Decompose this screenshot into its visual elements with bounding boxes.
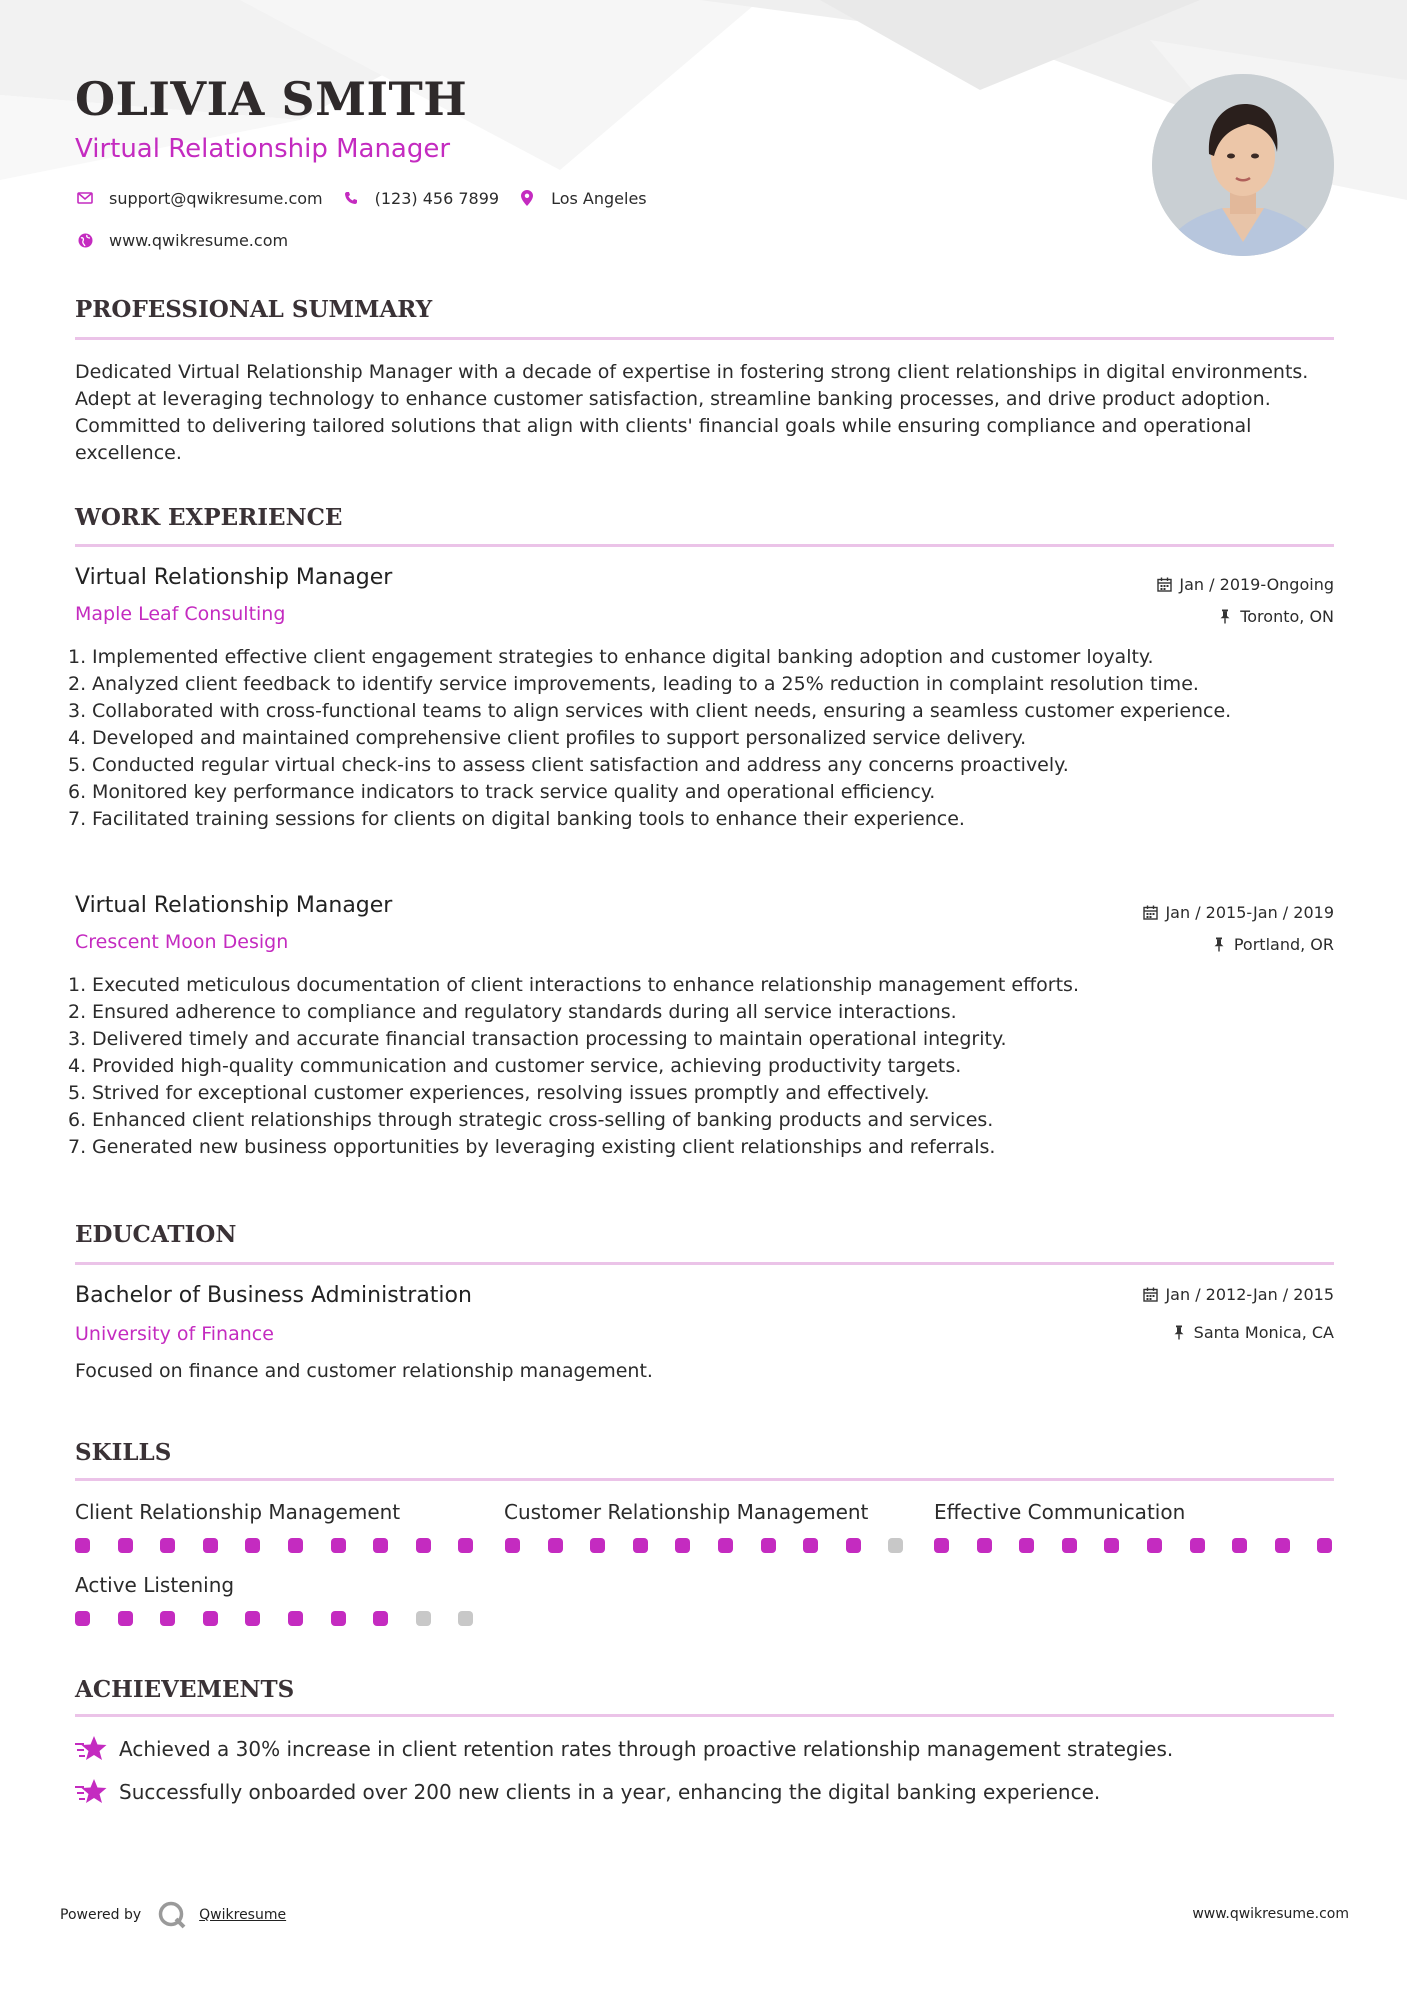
skill-2-rating bbox=[505, 1538, 931, 1553]
website-text[interactable]: www.qwikresume.com bbox=[109, 230, 289, 250]
list-item: 5. Strived for exceptional customer experiences, resolving issues promptly and effectively. bbox=[68, 1082, 930, 1104]
summary-heading: PROFESSIONAL SUMMARY bbox=[75, 296, 433, 323]
skill-dot bbox=[888, 1538, 903, 1553]
skill-dot bbox=[458, 1538, 473, 1553]
pushpin-icon bbox=[1210, 936, 1228, 954]
star-icon bbox=[75, 1734, 107, 1764]
list-item: 7. Generated new business opportunities by leveraging existing client relationships and referrals. bbox=[68, 1136, 996, 1158]
skill-dot bbox=[590, 1538, 605, 1553]
calendar-icon bbox=[1155, 576, 1173, 594]
achievement-2-text: Successfully onboarded over 200 new clients in a year, enhancing the digital banking experience. bbox=[119, 1780, 1101, 1804]
skill-dot bbox=[331, 1538, 346, 1553]
education-divider bbox=[75, 1262, 1334, 1265]
skill-dot bbox=[1232, 1538, 1247, 1553]
skill-dot bbox=[1190, 1538, 1205, 1553]
skill-dot bbox=[505, 1538, 520, 1553]
list-item: 2. Ensured adherence to compliance and regulatory standards during all service interactions. bbox=[68, 1001, 957, 1023]
list-item: 6. Enhanced client relationships through strategic cross-selling of banking products and services. bbox=[68, 1109, 994, 1131]
skill-dot bbox=[633, 1538, 648, 1553]
list-item: 1. Executed meticulous documentation of client interactions to enhance relationship management efforts. bbox=[68, 974, 1079, 996]
job-2-bullets bbox=[68, 972, 1338, 1161]
job-1-location-text: Toronto, ON bbox=[1240, 607, 1334, 626]
education-description: Focused on finance and customer relationship management. bbox=[75, 1360, 653, 1382]
list-item: 4. Developed and maintained comprehensive client profiles to support personalized service delivery. bbox=[68, 727, 1027, 749]
achievements-heading: ACHIEVEMENTS bbox=[75, 1676, 295, 1703]
list-item: 6. Monitored key performance indicators to track service quality and operational efficiency. bbox=[68, 781, 936, 803]
contact-website bbox=[75, 230, 288, 250]
skill-dot bbox=[373, 1611, 388, 1626]
skill-dot bbox=[416, 1538, 431, 1553]
list-item: 3. Collaborated with cross-functional teams to align services with client needs, ensuring a seamless customer experience. bbox=[68, 700, 1232, 722]
skill-dot bbox=[245, 1611, 260, 1626]
list-item: 1. Implemented effective client engagement strategies to enhance digital banking adoption and customer loyalty. bbox=[68, 646, 1154, 668]
skills-heading: SKILLS bbox=[75, 1439, 172, 1466]
skill-dot bbox=[203, 1611, 218, 1626]
candidate-title: Virtual Relationship Manager bbox=[75, 134, 451, 164]
skill-dot bbox=[761, 1538, 776, 1553]
skill-4-rating bbox=[75, 1611, 501, 1626]
phone-icon bbox=[341, 188, 361, 208]
pushpin-icon bbox=[1216, 608, 1234, 626]
globe-icon bbox=[75, 230, 95, 250]
skill-3-label: Effective Communication bbox=[934, 1500, 1186, 1524]
mail-icon bbox=[75, 188, 95, 208]
skill-dot bbox=[203, 1538, 218, 1553]
skill-dot bbox=[118, 1538, 133, 1553]
job-2-title: Virtual Relationship Manager bbox=[75, 893, 393, 918]
skill-dot bbox=[331, 1611, 346, 1626]
job-2-location-text: Portland, OR bbox=[1233, 935, 1334, 954]
experience-heading: WORK EXPERIENCE bbox=[75, 504, 343, 531]
skill-dot bbox=[75, 1611, 90, 1626]
skill-2-label: Customer Relationship Management bbox=[504, 1500, 869, 1524]
list-item: 4. Provided high-quality communication and customer service, achieving productivity targets. bbox=[68, 1055, 962, 1077]
education-degree: Bachelor of Business Administration bbox=[75, 1283, 472, 1308]
job-2-company: Crescent Moon Design bbox=[75, 931, 289, 953]
education-heading: EDUCATION bbox=[75, 1221, 237, 1248]
qwikresume-logo-icon bbox=[157, 1900, 187, 1930]
job-2-location bbox=[1210, 935, 1334, 954]
skill-dot bbox=[1147, 1538, 1162, 1553]
education-school: University of Finance bbox=[75, 1323, 274, 1345]
skill-dot bbox=[458, 1611, 473, 1626]
skill-dot bbox=[1317, 1538, 1332, 1553]
email-text[interactable]: support@qwikresume.com bbox=[109, 188, 323, 208]
skill-dot bbox=[1019, 1538, 1034, 1553]
skill-dot bbox=[548, 1538, 563, 1553]
pushpin-icon bbox=[1170, 1324, 1188, 1342]
skill-dot bbox=[160, 1611, 175, 1626]
job-2-dates-text: Jan / 2015-Jan / 2019 bbox=[1165, 903, 1334, 922]
skill-dot bbox=[75, 1538, 90, 1553]
powered-by-label: Powered by bbox=[60, 1907, 142, 1923]
skill-1-rating bbox=[75, 1538, 501, 1553]
map-pin-icon bbox=[517, 188, 537, 208]
achievement-1 bbox=[75, 1734, 1173, 1764]
skill-dot bbox=[118, 1611, 133, 1626]
skill-dot bbox=[288, 1538, 303, 1553]
job-1-title: Virtual Relationship Manager bbox=[75, 565, 393, 590]
education-dates bbox=[1141, 1285, 1334, 1304]
skill-dot bbox=[675, 1538, 690, 1553]
calendar-icon bbox=[1141, 904, 1159, 922]
list-item: 7. Facilitated training sessions for clients on digital banking tools to enhance their experience. bbox=[68, 808, 965, 830]
skill-dot bbox=[245, 1538, 260, 1553]
skill-1-label: Client Relationship Management bbox=[75, 1500, 401, 1524]
skill-dot bbox=[934, 1538, 949, 1553]
candidate-name: OLIVIA SMITH bbox=[75, 72, 468, 126]
job-1-company: Maple Leaf Consulting bbox=[75, 603, 286, 625]
contact-row bbox=[75, 188, 665, 208]
contact-phone bbox=[341, 188, 499, 208]
summary-text: Dedicated Virtual Relationship Manager with a decade of expertise in fostering strong client relationships in digital environments. Adept at leveraging technology to enhance customer satisfaction, streamline banking processes, and drive product adoption. Committed to delivering tailored solutions that align with clients' financial goals while ensuring compliance and operational excellence. bbox=[75, 361, 1309, 464]
skill-dot bbox=[846, 1538, 861, 1553]
job-1-dates bbox=[1155, 575, 1334, 594]
summary-divider bbox=[75, 337, 1334, 340]
skill-dot bbox=[977, 1538, 992, 1553]
skill-dot bbox=[1062, 1538, 1077, 1553]
skill-dot bbox=[160, 1538, 175, 1553]
skill-dot bbox=[718, 1538, 733, 1553]
list-item: 5. Conducted regular virtual check-ins to assess client satisfaction and address any concerns proactively. bbox=[68, 754, 1069, 776]
profile-photo bbox=[1152, 74, 1334, 256]
achievements-divider bbox=[75, 1714, 1334, 1717]
location-text: Los Angeles bbox=[551, 188, 647, 208]
list-item: 2. Analyzed client feedback to identify service improvements, leading to a 25% reduction in complaint resolution time. bbox=[68, 673, 1199, 695]
skill-dot bbox=[373, 1538, 388, 1553]
job-1-dates-text: Jan / 2019-Ongoing bbox=[1179, 575, 1334, 594]
achievement-1-text: Achieved a 30% increase in client retention rates through proactive relationship management strategies. bbox=[119, 1737, 1174, 1761]
list-item: 3. Delivered timely and accurate financial transaction processing to maintain operational integrity. bbox=[68, 1028, 1007, 1050]
skill-dot bbox=[1275, 1538, 1290, 1553]
job-1-bullets bbox=[68, 644, 1338, 833]
achievement-2 bbox=[75, 1777, 1100, 1807]
qwikresume-link[interactable]: Qwikresume bbox=[199, 1907, 287, 1923]
calendar-icon bbox=[1141, 1286, 1159, 1304]
job-2-dates bbox=[1141, 903, 1334, 922]
contact-location bbox=[517, 188, 647, 208]
education-location-text: Santa Monica, CA bbox=[1193, 1323, 1334, 1342]
education-location bbox=[1170, 1323, 1334, 1342]
skill-dot bbox=[1104, 1538, 1119, 1553]
footer-powered-by bbox=[60, 1900, 286, 1930]
contact-email bbox=[75, 188, 323, 208]
phone-text[interactable]: (123) 456 7899 bbox=[374, 188, 500, 208]
skill-4-label: Active Listening bbox=[75, 1573, 235, 1597]
experience-divider bbox=[75, 544, 1334, 547]
education-dates-text: Jan / 2012-Jan / 2015 bbox=[1165, 1285, 1334, 1304]
job-1-location bbox=[1216, 607, 1334, 626]
skill-3-rating bbox=[934, 1538, 1360, 1553]
footer-website[interactable]: www.qwikresume.com bbox=[1192, 1906, 1349, 1922]
skill-dot bbox=[416, 1611, 431, 1626]
skill-dot bbox=[288, 1611, 303, 1626]
skill-dot bbox=[803, 1538, 818, 1553]
star-icon bbox=[75, 1777, 107, 1807]
contact-row-website bbox=[75, 230, 306, 250]
skills-divider bbox=[75, 1478, 1334, 1481]
